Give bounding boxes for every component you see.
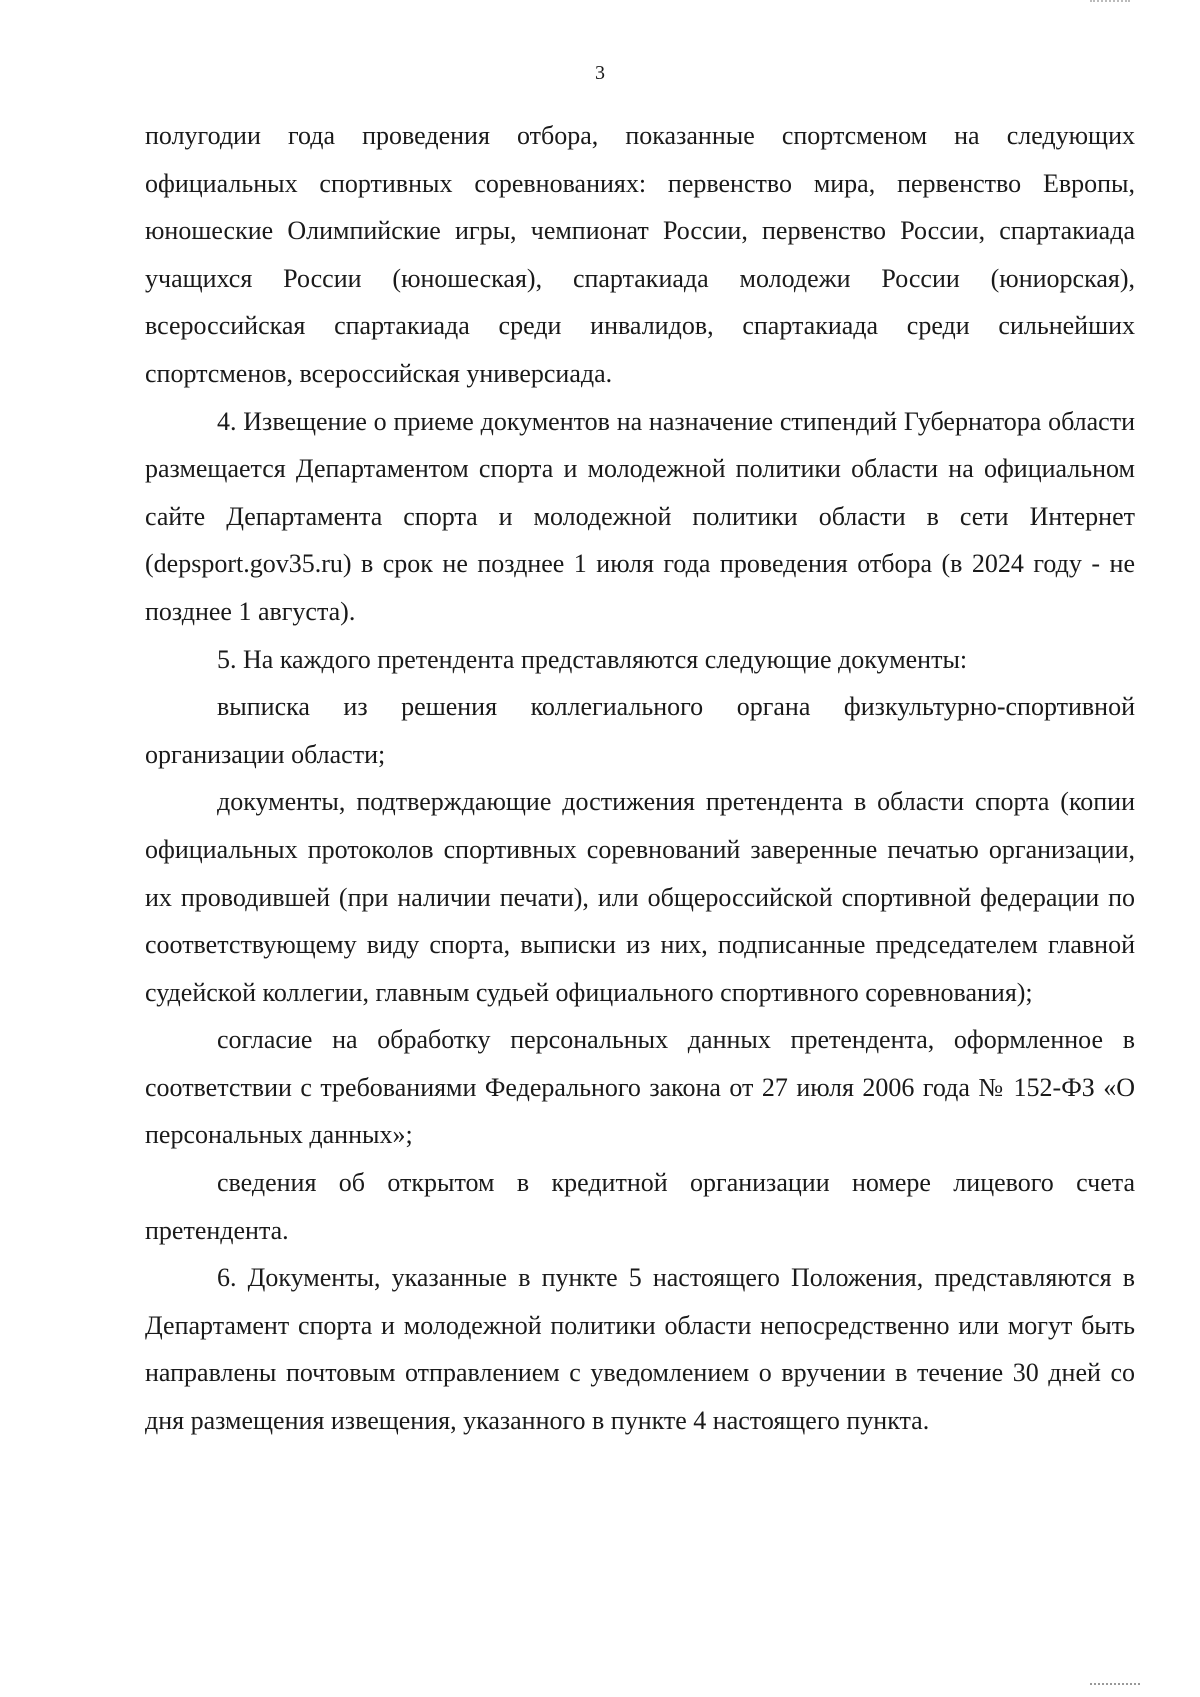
page-number: 3 bbox=[595, 62, 605, 84]
list-item-consent: согласие на обработку персональных данных претендента, оформленное в соответствии с требованиями Федерального закона от 27 июля 2006 года № 152-ФЗ «О персональных данных»; bbox=[145, 1025, 1135, 1150]
paragraph-item-6: 6. Документы, указанные в пункте 5 настоящего Положения, представляются в Департамент спорта и молодежной политики области непосредственно или могут быть направлены почтовым отправлением с уведомлением о вручении в течение 30 дней со дня размещения извещения, указанного в пункте 4 настоящего пункта. bbox=[145, 1263, 1135, 1436]
list-item-account: сведения об открытом в кредитной организации номере лицевого счета претендента. bbox=[145, 1168, 1135, 1245]
scan-artifact-top bbox=[1090, 0, 1130, 5]
list-item-extract: выписка из решения коллегиального органа физкультурно-спортивной организации области; bbox=[145, 692, 1135, 769]
paragraph-item-5: 5. На каждого претендента представляются следующие документы: bbox=[217, 644, 968, 674]
document-body bbox=[145, 112, 1135, 1445]
paragraph-continuation: полугодии года проведения отбора, показанные спортсменом на следующих официальных спортивных соревнованиях: первенство мира, первенство Европы, юношеские Олимпийские игры, чемпионат России, первенство России, спартакиада учащихся России (юношеская), спартакиада молодежи России (юниорская), всероссийская спартакиада среди инвалидов, спартакиада среди сильнейших спортсменов, всероссийская универсиада. bbox=[145, 121, 1135, 388]
scan-artifact-bottom bbox=[1090, 1683, 1140, 1689]
list-item-achievements: документы, подтверждающие достижения претендента в области спорта (копии официальных протоколов спортивных соревнований заверенные печатью организации, их проводившей (при наличии печати), или общероссийской спортивной федерации по соответствующему виду спорта, выписки из них, подписанные председателем главной судейской коллегии, главным судьей официального спортивного соревнования); bbox=[145, 787, 1135, 1007]
paragraph-item-4: 4. Извещение о приеме документов на назначение стипендий Губернатора области размещается Департаментом спорта и молодежной политики области на официальном сайте Департамента спорта и молодежной политики области в сети Интернет (depsport.gov35.ru) в срок не позднее 1 июля года проведения отбора (в 2024 году - не позднее 1 августа). bbox=[145, 406, 1135, 626]
